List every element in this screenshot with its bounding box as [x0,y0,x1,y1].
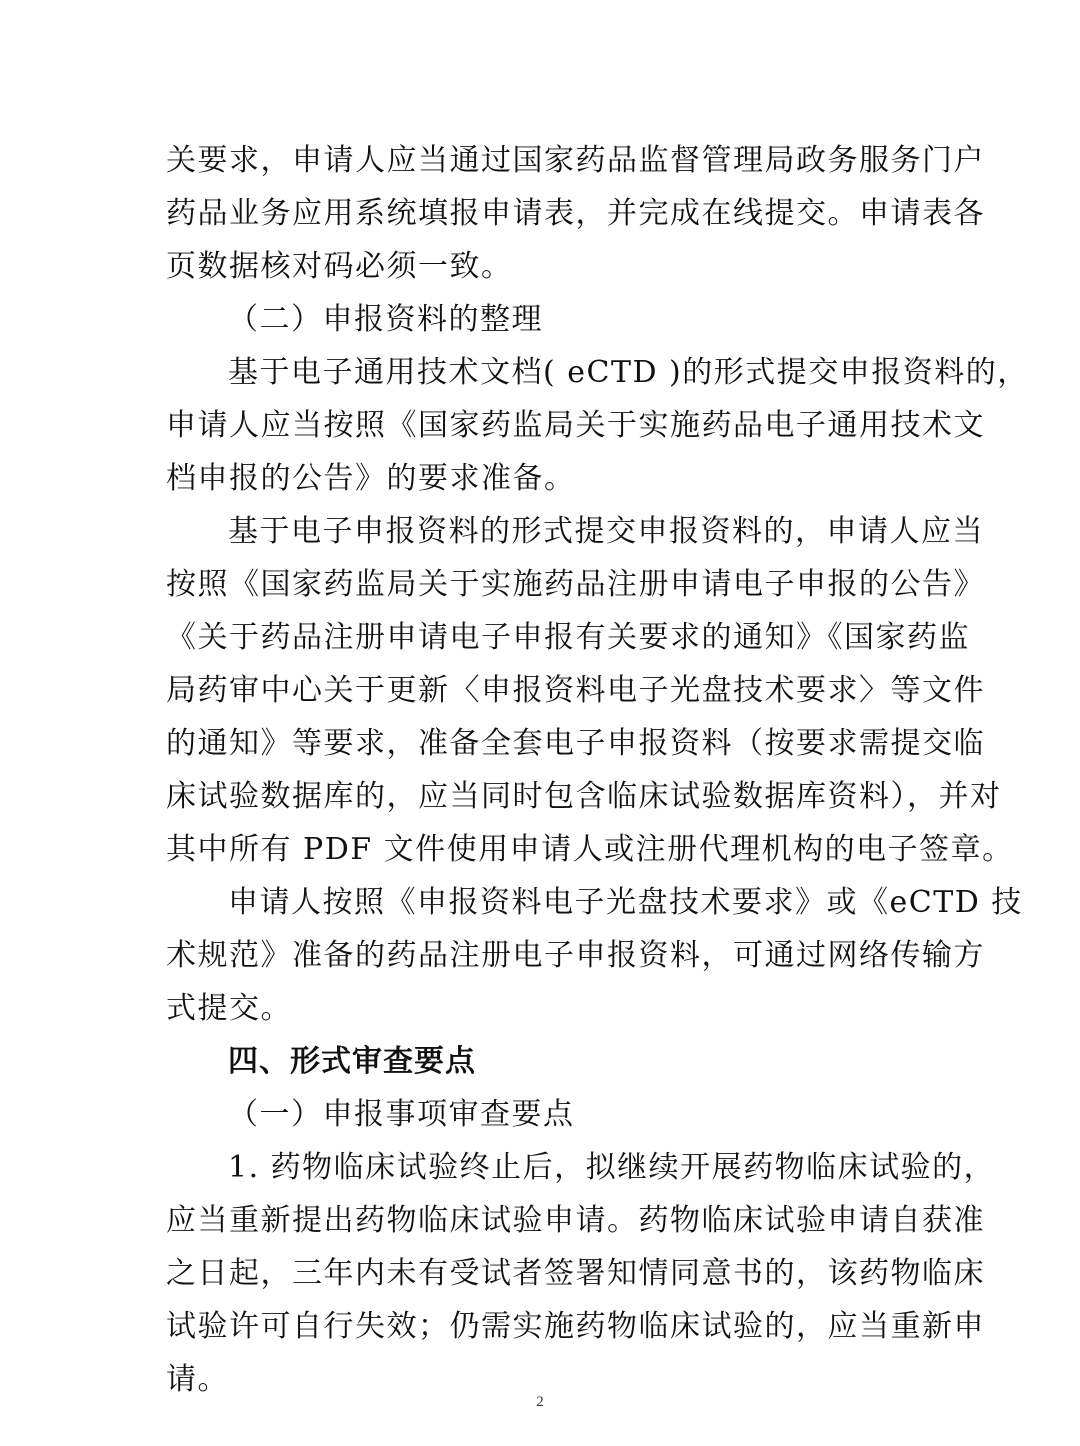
document-body [166,134,1029,1406]
paragraph-line: 应当重新提出药物临床试验申请。药物临床试验申请自获准 [166,1203,985,1238]
paragraph-line: 的通知》等要求，准备全套电子申报资料（按要求需提交临 [166,726,985,761]
paragraph-line: 申请人按照《申报资料电子光盘技术要求》或《eCTD 技 [228,885,1023,920]
section-subheading: （二）申报资料的整理 [228,302,543,337]
paragraph-line: 术规范》准备的药品注册电子申报资料，可通过网络传输方 [166,938,985,973]
paragraph-line: 床试验数据库的，应当同时包含临床试验数据库资料），并对 [166,779,1002,814]
paragraph-line: 试验许可自行失效；仍需实施药物临床试验的，应当重新申 [166,1309,985,1344]
paragraph-line: 按照《国家药监局关于实施药品注册申请电子申报的公告》 [166,567,985,602]
paragraph-line: 1. 药物临床试验终止后，拟继续开展药物临床试验的， [228,1150,996,1185]
section-heading: 四、形式审查要点 [228,1044,476,1079]
page-number: 2 [536,1394,544,1410]
section-subheading: （一）申报事项审查要点 [228,1097,575,1132]
paragraph-line: 《关于药品注册申请电子申报有关要求的通知》《国家药监 [166,620,970,655]
paragraph-line: 式提交。 [166,991,292,1026]
paragraph-line: 申请人应当按照《国家药监局关于实施药品电子通用技术文 [166,408,985,443]
paragraph-line: 基于电子通用技术文档( eCTD )的形式提交申报资料的， [228,355,1029,390]
paragraph-line: 之日起，三年内未有受试者签署知情同意书的，该药物临床 [166,1256,985,1291]
paragraph-line: 请。 [166,1362,229,1397]
paragraph-line: 页数据核对码必须一致。 [166,249,513,284]
paragraph-line: 基于电子申报资料的形式提交申报资料的，申请人应当 [228,514,984,549]
paragraph-line: 其中所有 PDF 文件使用申请人或注册代理机构的电子签章。 [166,832,1014,867]
paragraph-line: 档申报的公告》的要求准备。 [166,461,576,496]
paragraph-line: 药品业务应用系统填报申请表，并完成在线提交。申请表各 [166,196,985,231]
paragraph-line: 局药审中心关于更新〈申报资料电子光盘技术要求〉等文件 [166,673,985,708]
paragraph-line: 关要求，申请人应当通过国家药品监督管理局政务服务门户 [166,143,985,178]
